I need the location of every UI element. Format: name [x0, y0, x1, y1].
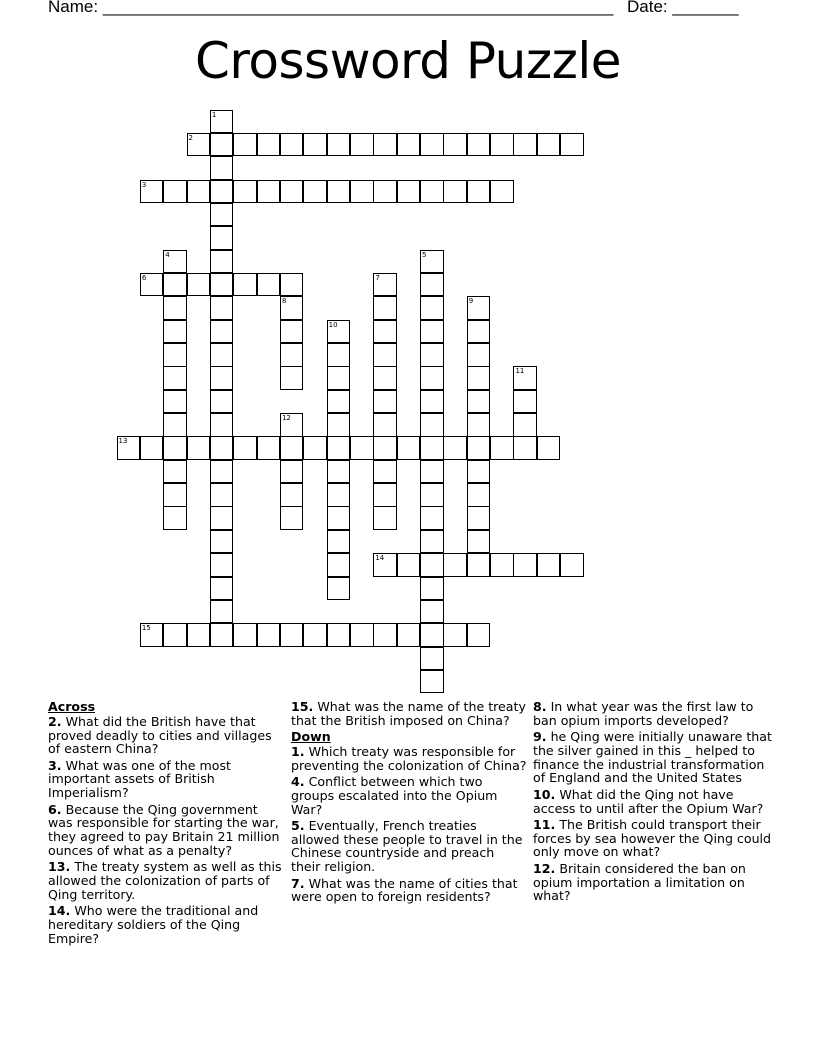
- clues-column-1: [48, 700, 283, 948]
- grid-cell[interactable]: [467, 366, 491, 390]
- clue-across-2: 2. What did the British have that proved deadly to cities and villages of eastern China?: [48, 713, 272, 757]
- grid-cell[interactable]: [513, 133, 537, 157]
- grid-cell[interactable]: [420, 670, 444, 694]
- grid-cell[interactable]: [513, 553, 537, 577]
- grid-cell[interactable]: [210, 203, 234, 227]
- grid-cell[interactable]: [210, 623, 234, 647]
- grid-cell[interactable]: [560, 133, 584, 157]
- clue-number-14: 14: [375, 554, 385, 563]
- grid-cell[interactable]: [303, 133, 327, 157]
- grid-cell[interactable]: [257, 273, 281, 297]
- grid-cell[interactable]: [420, 390, 444, 414]
- grid-cell[interactable]: [467, 343, 491, 367]
- down-heading: Down: [291, 729, 331, 745]
- clue-number-13: 13: [118, 437, 128, 446]
- clue-number-3: 3: [141, 180, 147, 189]
- grid-cell[interactable]: [373, 390, 397, 414]
- grid-cell[interactable]: [420, 436, 444, 460]
- clue-down-4: 4. Conflict between which two groups escalated into the Opium War?: [291, 773, 498, 817]
- grid-cell[interactable]: [327, 553, 351, 577]
- grid-cell[interactable]: [490, 180, 514, 204]
- grid-cell[interactable]: [420, 647, 444, 671]
- grid-cell[interactable]: [373, 483, 397, 507]
- grid-cell[interactable]: [373, 366, 397, 390]
- grid-cell[interactable]: [210, 250, 234, 274]
- grid-cell[interactable]: [210, 600, 234, 624]
- grid-cell[interactable]: [257, 180, 281, 204]
- grid-cell[interactable]: [210, 553, 234, 577]
- name-line: ______________________________________________________: [102, 0, 614, 16]
- grid-cell[interactable]: [420, 133, 444, 157]
- clue-across-14: 14. Who were the traditional and hereditary soldiers of the Qing Empire?: [48, 903, 259, 946]
- clue-number-4: 4: [165, 250, 170, 259]
- clue-across-13: 13. The treaty system as well as this allowed the colonization of parts of Qing territory.: [48, 859, 282, 902]
- grid-cell[interactable]: [210, 413, 234, 437]
- clue-number-15: 15: [141, 624, 151, 633]
- clue-down-9: 9. he Qing were initially unaware that the silver gained in this _ helped to finance the industrial transformation of England and the United States: [533, 729, 772, 786]
- across-heading: Across: [48, 699, 96, 714]
- grid-cell[interactable]: [327, 366, 351, 390]
- grid-cell[interactable]: [443, 436, 467, 460]
- clue-number-5: 5: [422, 250, 427, 259]
- clue-number-7: 7: [375, 273, 380, 282]
- grid-cell[interactable]: [420, 296, 444, 320]
- grid-cell[interactable]: [513, 436, 537, 460]
- grid-cell[interactable]: [467, 553, 491, 577]
- clue-down-7: 7. What was the name of cities that were open to foreign residents?: [291, 875, 518, 905]
- grid-cell[interactable]: [420, 600, 444, 624]
- grid-cell[interactable]: [163, 436, 187, 460]
- grid-cell[interactable]: [327, 180, 351, 204]
- grid-cell[interactable]: [397, 436, 421, 460]
- grid-cell[interactable]: [420, 180, 444, 204]
- clues-column-2: [291, 700, 527, 907]
- grid-cell[interactable]: [443, 133, 467, 157]
- grid-cell[interactable]: [327, 577, 351, 601]
- grid-cell[interactable]: [327, 623, 351, 647]
- grid-cell[interactable]: [163, 390, 187, 414]
- grid-cell[interactable]: [467, 436, 491, 460]
- grid-cell[interactable]: [397, 623, 421, 647]
- grid-cell[interactable]: [303, 180, 327, 204]
- grid-cell[interactable]: [443, 623, 467, 647]
- grid-cell[interactable]: [420, 413, 444, 437]
- grid-cell[interactable]: [467, 133, 491, 157]
- grid-cell[interactable]: [280, 436, 304, 460]
- grid-cell[interactable]: [327, 506, 351, 530]
- clue-number-10: 10: [328, 320, 338, 329]
- grid-cell[interactable]: [467, 390, 491, 414]
- grid-cell[interactable]: [233, 133, 257, 157]
- grid-cell[interactable]: [210, 343, 234, 367]
- grid-cell[interactable]: [327, 460, 351, 484]
- grid-cell[interactable]: [210, 320, 234, 344]
- grid-cell[interactable]: [420, 366, 444, 390]
- grid-cell[interactable]: [280, 483, 304, 507]
- grid-cell[interactable]: [187, 623, 211, 647]
- grid-cell[interactable]: [327, 530, 351, 554]
- page-title: Crossword Puzzle: [195, 32, 621, 90]
- grid-cell[interactable]: [163, 413, 187, 437]
- grid-cell[interactable]: [280, 180, 304, 204]
- grid-cell[interactable]: [233, 180, 257, 204]
- grid-cell[interactable]: [327, 413, 351, 437]
- clue-across-3: 3. What was one of the most important assets of British Imperialism?: [48, 757, 231, 801]
- grid-cell[interactable]: [210, 296, 234, 320]
- grid-cell[interactable]: [327, 483, 351, 507]
- grid-cell[interactable]: [373, 296, 397, 320]
- grid-cell[interactable]: [443, 553, 467, 577]
- clue-number-9: 9: [468, 297, 474, 306]
- grid-cell[interactable]: [210, 366, 234, 390]
- grid-cell[interactable]: [163, 506, 187, 530]
- grid-cell[interactable]: [280, 506, 304, 530]
- name-label: Name:: [48, 0, 99, 16]
- clue-number-8: 8: [281, 297, 287, 306]
- grid-cell[interactable]: [467, 623, 491, 647]
- grid-cell[interactable]: [327, 436, 351, 460]
- grid-cell[interactable]: [163, 366, 187, 390]
- grid-cell[interactable]: [280, 623, 304, 647]
- grid-cell[interactable]: [327, 343, 351, 367]
- grid-cell[interactable]: [163, 296, 187, 320]
- grid-cell[interactable]: [257, 133, 281, 157]
- clue-across-6: 6. Because the Qing government was responsible for starting the war, they agreed to pay Britain 21 million ounces of what as a penalty?: [48, 801, 280, 858]
- clue-number-12: 12: [281, 414, 291, 423]
- grid-cell[interactable]: [397, 553, 421, 577]
- grid-cell[interactable]: [210, 133, 234, 157]
- grid-cell[interactable]: [420, 343, 444, 367]
- grid-cell[interactable]: [420, 577, 444, 601]
- grid-cell[interactable]: [490, 553, 514, 577]
- grid-cell[interactable]: [233, 436, 257, 460]
- grid-cell[interactable]: [210, 530, 234, 554]
- grid-cell[interactable]: [397, 180, 421, 204]
- grid-cell[interactable]: [280, 273, 304, 297]
- grid-cell[interactable]: [163, 623, 187, 647]
- grid-cell[interactable]: [373, 413, 397, 437]
- grid-cell[interactable]: [373, 343, 397, 367]
- grid-cell[interactable]: [210, 226, 234, 250]
- clues-column-3: [533, 700, 773, 906]
- clue-number-6: 6: [141, 273, 147, 282]
- grid-cell[interactable]: [373, 506, 397, 530]
- grid-cell[interactable]: [210, 390, 234, 414]
- grid-cell[interactable]: [280, 460, 304, 484]
- grid-cell[interactable]: [280, 320, 304, 344]
- grid-cell[interactable]: [210, 577, 234, 601]
- grid-cell[interactable]: [163, 460, 187, 484]
- grid-cell[interactable]: [140, 436, 164, 460]
- grid-cell[interactable]: [373, 133, 397, 157]
- grid-cell[interactable]: [233, 273, 257, 297]
- grid-cell[interactable]: [513, 390, 537, 414]
- grid-cell[interactable]: [163, 180, 187, 204]
- grid-cell[interactable]: [210, 180, 234, 204]
- grid-cell[interactable]: [467, 506, 491, 530]
- grid-cell[interactable]: [280, 366, 304, 390]
- date-label: Date:: [627, 0, 668, 16]
- grid-cell[interactable]: [350, 133, 374, 157]
- grid-cell[interactable]: [443, 180, 467, 204]
- grid-cell[interactable]: [187, 273, 211, 297]
- grid-cell[interactable]: [467, 413, 491, 437]
- grid-cell[interactable]: [280, 133, 304, 157]
- grid-cell[interactable]: [420, 553, 444, 577]
- clue-across-15: 15. What was the name of the treaty that the British imposed on China?: [291, 699, 526, 728]
- grid-cell[interactable]: [163, 273, 187, 297]
- grid-cell[interactable]: [397, 133, 421, 157]
- grid-cell[interactable]: [490, 133, 514, 157]
- grid-cell[interactable]: [373, 623, 397, 647]
- grid-cell[interactable]: [537, 436, 561, 460]
- grid-cell[interactable]: [350, 623, 374, 647]
- grid-cell[interactable]: [163, 320, 187, 344]
- grid-cell[interactable]: [163, 483, 187, 507]
- grid-cell[interactable]: [210, 436, 234, 460]
- grid-cell[interactable]: [327, 133, 351, 157]
- grid-cell[interactable]: [373, 460, 397, 484]
- grid-cell[interactable]: [280, 343, 304, 367]
- grid-cell[interactable]: [163, 343, 187, 367]
- grid-cell[interactable]: [350, 436, 374, 460]
- grid-cell[interactable]: [233, 623, 257, 647]
- grid-cell[interactable]: [467, 460, 491, 484]
- clue-down-11: 11. The British could transport their forces by sea however the Qing could only move on what?: [533, 816, 772, 860]
- grid-cell[interactable]: [210, 273, 234, 297]
- grid-cell[interactable]: [420, 623, 444, 647]
- grid-cell[interactable]: [420, 273, 444, 297]
- clue-number-1: 1: [211, 110, 217, 119]
- grid-cell[interactable]: [303, 623, 327, 647]
- grid-cell[interactable]: [373, 436, 397, 460]
- grid-cell[interactable]: [210, 506, 234, 530]
- grid-cell[interactable]: [350, 180, 374, 204]
- clue-down-12: 12. Britain considered the ban on opium importation a limitation on what?: [533, 860, 746, 904]
- clue-number-11: 11: [515, 367, 525, 376]
- grid-cell[interactable]: [467, 320, 491, 344]
- clue-number-2: 2: [188, 133, 194, 142]
- clue-down-8: 8. In what year was the first law to ban opium imports developed?: [533, 699, 754, 728]
- grid-cell[interactable]: [537, 133, 561, 157]
- grid-cell[interactable]: [467, 483, 491, 507]
- grid-cell[interactable]: [420, 506, 444, 530]
- grid-cell[interactable]: [537, 553, 561, 577]
- clue-down-1: 1. Which treaty was responsible for preventing the colonization of China?: [291, 743, 527, 773]
- grid-cell[interactable]: [210, 156, 234, 180]
- grid-cell[interactable]: [373, 320, 397, 344]
- grid-cell[interactable]: [490, 436, 514, 460]
- grid-cell[interactable]: [327, 390, 351, 414]
- clue-down-5: 5. Eventually, French treaties allowed these people to travel in the Chinese countryside and preach their religion.: [291, 817, 523, 875]
- grid-cell[interactable]: [420, 320, 444, 344]
- grid-cell[interactable]: [420, 483, 444, 507]
- grid-cell[interactable]: [187, 436, 211, 460]
- grid-cell[interactable]: [560, 553, 584, 577]
- grid-cell[interactable]: [257, 436, 281, 460]
- grid-cell[interactable]: [373, 180, 397, 204]
- clue-down-10: 10. What did the Qing not have access to until after the Opium War?: [533, 786, 764, 816]
- grid-cell[interactable]: [420, 460, 444, 484]
- grid-cell[interactable]: [303, 436, 327, 460]
- grid-cell[interactable]: [467, 530, 491, 554]
- grid-cell[interactable]: [210, 483, 234, 507]
- grid-cell[interactable]: [210, 460, 234, 484]
- grid-cell[interactable]: [420, 530, 444, 554]
- grid-cell[interactable]: [513, 413, 537, 437]
- grid-cell[interactable]: [257, 623, 281, 647]
- grid-cell[interactable]: [187, 180, 211, 204]
- grid-cell[interactable]: [467, 180, 491, 204]
- date-line: _______: [672, 0, 739, 16]
